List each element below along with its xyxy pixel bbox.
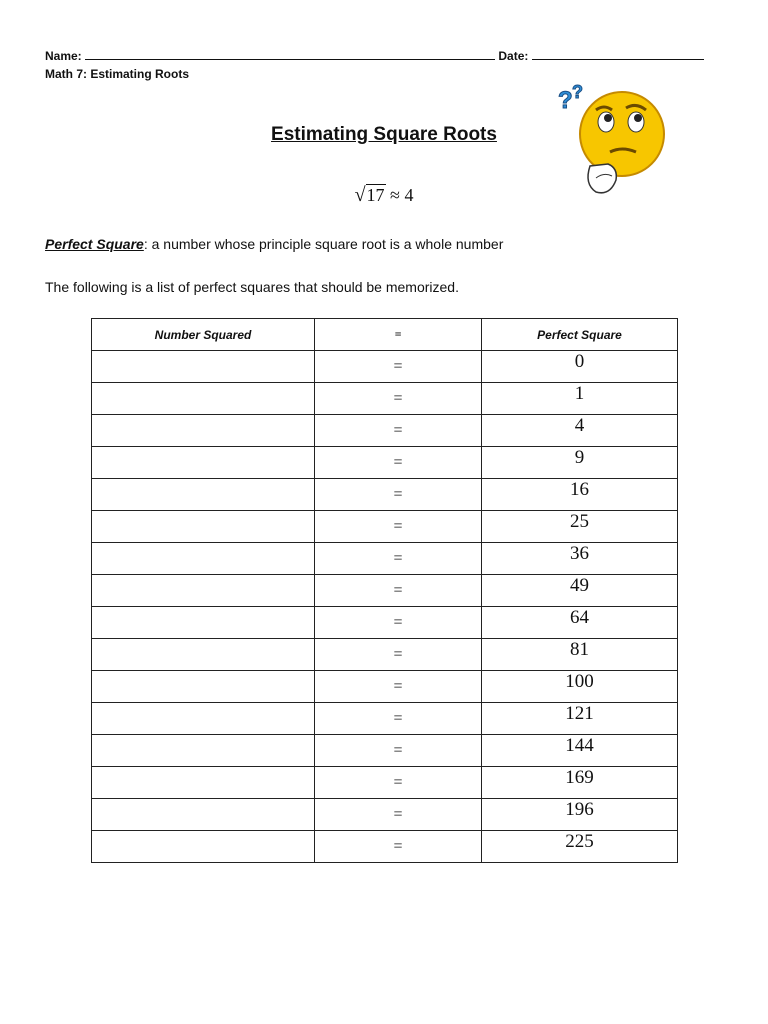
table-row — [92, 671, 678, 703]
date-label: Date: — [498, 49, 529, 63]
table-row — [92, 767, 678, 799]
definition-term: Perfect Square — [45, 236, 144, 252]
table-row — [92, 479, 678, 511]
header-line — [45, 48, 704, 63]
table-row — [92, 351, 678, 383]
number-squared-cell[interactable] — [92, 703, 315, 735]
table-row — [92, 607, 678, 639]
perfect-square-cell: 25 — [482, 511, 678, 543]
gloved-hand-icon — [588, 164, 616, 193]
instruction-text: The following is a list of perfect squares that should be memorized. — [45, 279, 459, 295]
course-title: Math 7: Estimating Roots — [45, 67, 190, 81]
equals-cell: = — [315, 671, 482, 703]
equals-cell: = — [315, 447, 482, 479]
perfect-square-cell: 121 — [482, 703, 678, 735]
number-squared-cell[interactable] — [92, 671, 315, 703]
number-squared-cell[interactable] — [92, 735, 315, 767]
question-mark-small-icon: ? — [572, 82, 583, 102]
square-root-expression — [355, 184, 386, 207]
header-perfect-square: Perfect Square — [482, 319, 678, 351]
perfect-square-cell: 196 — [482, 799, 678, 831]
perfect-square-cell: 49 — [482, 575, 678, 607]
date-blank[interactable] — [532, 48, 704, 60]
equals-cell: = — [315, 543, 482, 575]
table-row — [92, 703, 678, 735]
equals-cell: = — [315, 767, 482, 799]
number-squared-cell[interactable] — [92, 575, 315, 607]
perfect-square-cell: 36 — [482, 543, 678, 575]
equals-cell: = — [315, 703, 482, 735]
table-row — [92, 415, 678, 447]
equals-cell: = — [315, 735, 482, 767]
equals-cell: = — [315, 511, 482, 543]
equals-cell: = — [315, 831, 482, 863]
perfect-square-cell: 169 — [482, 767, 678, 799]
perfect-square-cell: 1 — [482, 383, 678, 415]
face-circle — [580, 92, 664, 176]
equals-cell: = — [315, 639, 482, 671]
number-squared-cell[interactable] — [92, 831, 315, 863]
equals-cell: = — [315, 607, 482, 639]
table-row — [92, 799, 678, 831]
table-row — [92, 735, 678, 767]
table-header-row — [92, 319, 678, 351]
number-squared-cell[interactable] — [92, 415, 315, 447]
perfect-square-cell: 225 — [482, 831, 678, 863]
table-row — [92, 543, 678, 575]
equals-cell: = — [315, 575, 482, 607]
number-squared-cell[interactable] — [92, 479, 315, 511]
definition-text: : a number whose principle square root is a whole number — [143, 236, 504, 252]
number-squared-cell[interactable] — [92, 607, 315, 639]
table-row — [92, 447, 678, 479]
equals-cell: = — [315, 383, 482, 415]
question-mark-icon: ? — [558, 87, 573, 114]
thinking-face-icon — [556, 80, 676, 200]
header-number-squared: Number Squared — [92, 319, 315, 351]
definition — [45, 236, 503, 252]
perfect-square-cell: 100 — [482, 671, 678, 703]
name-blank[interactable] — [85, 48, 495, 60]
radical-sign-icon: √ — [354, 184, 366, 206]
estimate: 4 — [404, 185, 414, 205]
number-squared-cell[interactable] — [92, 639, 315, 671]
number-squared-cell[interactable] — [92, 767, 315, 799]
perfect-square-cell: 64 — [482, 607, 678, 639]
radicand: 17 — [366, 185, 385, 205]
perfect-square-cell: 81 — [482, 639, 678, 671]
equals-cell: = — [315, 479, 482, 511]
header-equals: = — [315, 319, 482, 351]
number-squared-cell[interactable] — [92, 543, 315, 575]
table-row — [92, 831, 678, 863]
perfect-squares-table — [91, 318, 678, 863]
table-row — [92, 575, 678, 607]
perfect-square-cell: 4 — [482, 415, 678, 447]
table-row — [92, 639, 678, 671]
table-row — [92, 383, 678, 415]
page-title: Estimating Square Roots — [271, 124, 497, 145]
approx-symbol: ≈ — [390, 185, 400, 205]
equals-cell: = — [315, 799, 482, 831]
equals-cell: = — [315, 351, 482, 383]
perfect-square-cell: 16 — [482, 479, 678, 511]
table-row — [92, 511, 678, 543]
equals-cell: = — [315, 415, 482, 447]
number-squared-cell[interactable] — [92, 799, 315, 831]
number-squared-cell[interactable] — [92, 383, 315, 415]
perfect-square-cell: 144 — [482, 735, 678, 767]
number-squared-cell[interactable] — [92, 447, 315, 479]
number-squared-cell[interactable] — [92, 511, 315, 543]
perfect-square-cell: 0 — [482, 351, 678, 383]
name-label: Name: — [45, 49, 82, 63]
perfect-square-cell: 9 — [482, 447, 678, 479]
number-squared-cell[interactable] — [92, 351, 315, 383]
